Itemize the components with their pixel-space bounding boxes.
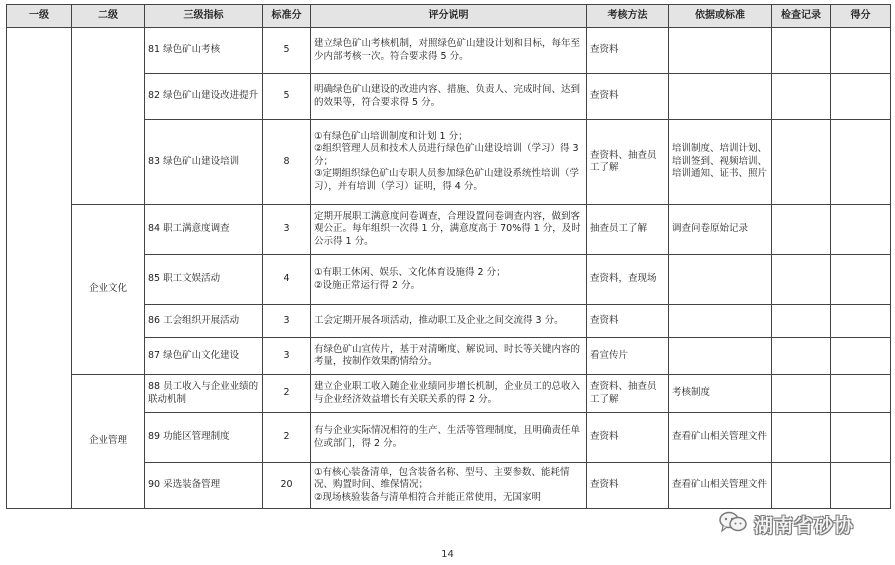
basis-standard: 考核制度 <box>669 375 772 413</box>
table-row <box>7 375 891 413</box>
result-score-cell[interactable] <box>831 28 891 74</box>
assessment-method: 抽查员工了解 <box>587 205 669 255</box>
table-header-row <box>7 5 891 28</box>
scoring-description: 建立绿色矿山考核机制，对照绿色矿山建设计划和目标，每年至少内部考核一次。符合要求得 5 分。 <box>311 28 587 74</box>
basis-standard <box>669 74 772 120</box>
check-record-cell[interactable] <box>772 305 831 338</box>
assessment-method: 看宣传片 <box>587 338 669 375</box>
assessment-table <box>6 4 891 509</box>
standard-score: 2 <box>263 375 311 413</box>
result-score-cell[interactable] <box>831 413 891 463</box>
assessment-method: 查资料 <box>587 28 669 74</box>
header-score: 标准分 <box>263 5 311 28</box>
indicator-name: 85 职工文娱活动 <box>145 255 263 305</box>
check-record-cell[interactable] <box>772 255 831 305</box>
indicator-name: 81 绿色矿山考核 <box>145 28 263 74</box>
indicator-name: 89 功能区管理制度 <box>145 413 263 463</box>
check-record-cell[interactable] <box>772 28 831 74</box>
scoring-description: 有与企业实际情况相符的生产、生活等管理制度，且明确责任单位或部门，得 2 分。 <box>311 413 587 463</box>
standard-score: 5 <box>263 74 311 120</box>
basis-standard: 调查问卷原始记录 <box>669 205 772 255</box>
scoring-description: 有绿色矿山宣传片，基于对清晰度、解说词、时长等关键内容的考量，按制作效果酌情给分。 <box>311 338 587 375</box>
basis-standard <box>669 305 772 338</box>
scoring-description: 工会定期开展各项活动，推动职工及企业之间交流得 3 分。 <box>311 305 587 338</box>
result-score-cell[interactable] <box>831 120 891 205</box>
level2-culture: 企业文化 <box>72 205 145 375</box>
level1-cell <box>7 28 72 509</box>
header-description: 评分说明 <box>311 5 587 28</box>
assessment-method: 查资料 <box>587 463 669 509</box>
header-level2: 二级 <box>72 5 145 28</box>
indicator-name: 84 职工满意度调查 <box>145 205 263 255</box>
assessment-method: 查资料、抽查员工了解 <box>587 375 669 413</box>
level2-management: 企业管理 <box>72 375 145 509</box>
wechat-icon <box>718 510 748 538</box>
header-method: 考核方法 <box>587 5 669 28</box>
assessment-method: 查资料 <box>587 305 669 338</box>
result-score-cell[interactable] <box>831 338 891 375</box>
basis-standard: 查看矿山相关管理文件 <box>669 413 772 463</box>
basis-standard: 查看矿山相关管理文件 <box>669 463 772 509</box>
assessment-method: 查资料、抽查员工了解 <box>587 120 669 205</box>
page-number: 14 <box>441 549 454 560</box>
result-score-cell[interactable] <box>831 74 891 120</box>
check-record-cell[interactable] <box>772 413 831 463</box>
header-result: 得分 <box>831 5 891 28</box>
header-record: 检查记录 <box>772 5 831 28</box>
result-score-cell[interactable] <box>831 375 891 413</box>
level2-cell-empty <box>72 28 145 205</box>
standard-score: 3 <box>263 205 311 255</box>
table-row <box>7 28 891 74</box>
basis-standard <box>669 338 772 375</box>
scoring-description: ①有核心装备清单，包含装备名称、型号、主要参数、能耗情况、购置时间、维保情况； ②现场核验装备与清单相符合并能正常使用，无国家明 <box>311 463 587 509</box>
indicator-name: 90 采选装备管理 <box>145 463 263 509</box>
standard-score: 4 <box>263 255 311 305</box>
check-record-cell[interactable] <box>772 205 831 255</box>
basis-standard <box>669 28 772 74</box>
table-row <box>7 205 891 255</box>
assessment-method: 查资料 <box>587 413 669 463</box>
indicator-name: 82 绿色矿山建设改进提升 <box>145 74 263 120</box>
header-level3: 三级指标 <box>145 5 263 28</box>
assessment-method: 查资料，查现场 <box>587 255 669 305</box>
check-record-cell[interactable] <box>772 120 831 205</box>
basis-standard: 培训制度、培训计划、培训签到、视频培训、培训通知、证书、照片 <box>669 120 772 205</box>
scoring-description: 定期开展职工满意度问卷调查，合理设置问卷调查内容，做到客观公正。每年组织一次得 1 分，满意度高于 70%得 1 分，及时公示得 1 分。 <box>311 205 587 255</box>
result-score-cell[interactable] <box>831 463 891 509</box>
check-record-cell[interactable] <box>772 74 831 120</box>
indicator-name: 86 工会组织开展活动 <box>145 305 263 338</box>
basis-standard <box>669 255 772 305</box>
watermark-text: 湖南省砂协 <box>754 514 855 537</box>
header-level1: 一级 <box>7 5 72 28</box>
indicator-name: 83 绿色矿山建设培训 <box>145 120 263 205</box>
check-record-cell[interactable] <box>772 375 831 413</box>
check-record-cell[interactable] <box>772 463 831 509</box>
scoring-description: ①有职工休闲、娱乐、文化体育设施得 2 分； ②设施正常运行得 2 分。 <box>311 255 587 305</box>
assessment-method: 查资料 <box>587 74 669 120</box>
standard-score: 5 <box>263 28 311 74</box>
scoring-description: 建立企业职工收入随企业业绩同步增长机制，企业员工的总收入与企业经济效益增长有关联关系的得 2 分。 <box>311 375 587 413</box>
standard-score: 20 <box>263 463 311 509</box>
indicator-name: 88 员工收入与企业业绩的联动机制 <box>145 375 263 413</box>
indicator-name: 87 绿色矿山文化建设 <box>145 338 263 375</box>
scoring-description: ①有绿色矿山培训制度和计划 1 分； ②组织管理人员和技术人员进行绿色矿山建设培训（学习）得 3 分； ③定期组织绿色矿山专职人员参加绿色矿山建设系统性培训（学习），并有培训（学习）证明，得 4 分。 <box>311 120 587 205</box>
watermark <box>718 510 854 538</box>
result-score-cell[interactable] <box>831 305 891 338</box>
standard-score: 8 <box>263 120 311 205</box>
standard-score: 3 <box>263 305 311 338</box>
result-score-cell[interactable] <box>831 255 891 305</box>
standard-score: 3 <box>263 338 311 375</box>
standard-score: 2 <box>263 413 311 463</box>
header-basis: 依据或标准 <box>669 5 772 28</box>
result-score-cell[interactable] <box>831 205 891 255</box>
scoring-description: 明确绿色矿山建设的改进内容、措施、负责人、完成时间、达到的效果等，符合要求得 5 分。 <box>311 74 587 120</box>
check-record-cell[interactable] <box>772 338 831 375</box>
